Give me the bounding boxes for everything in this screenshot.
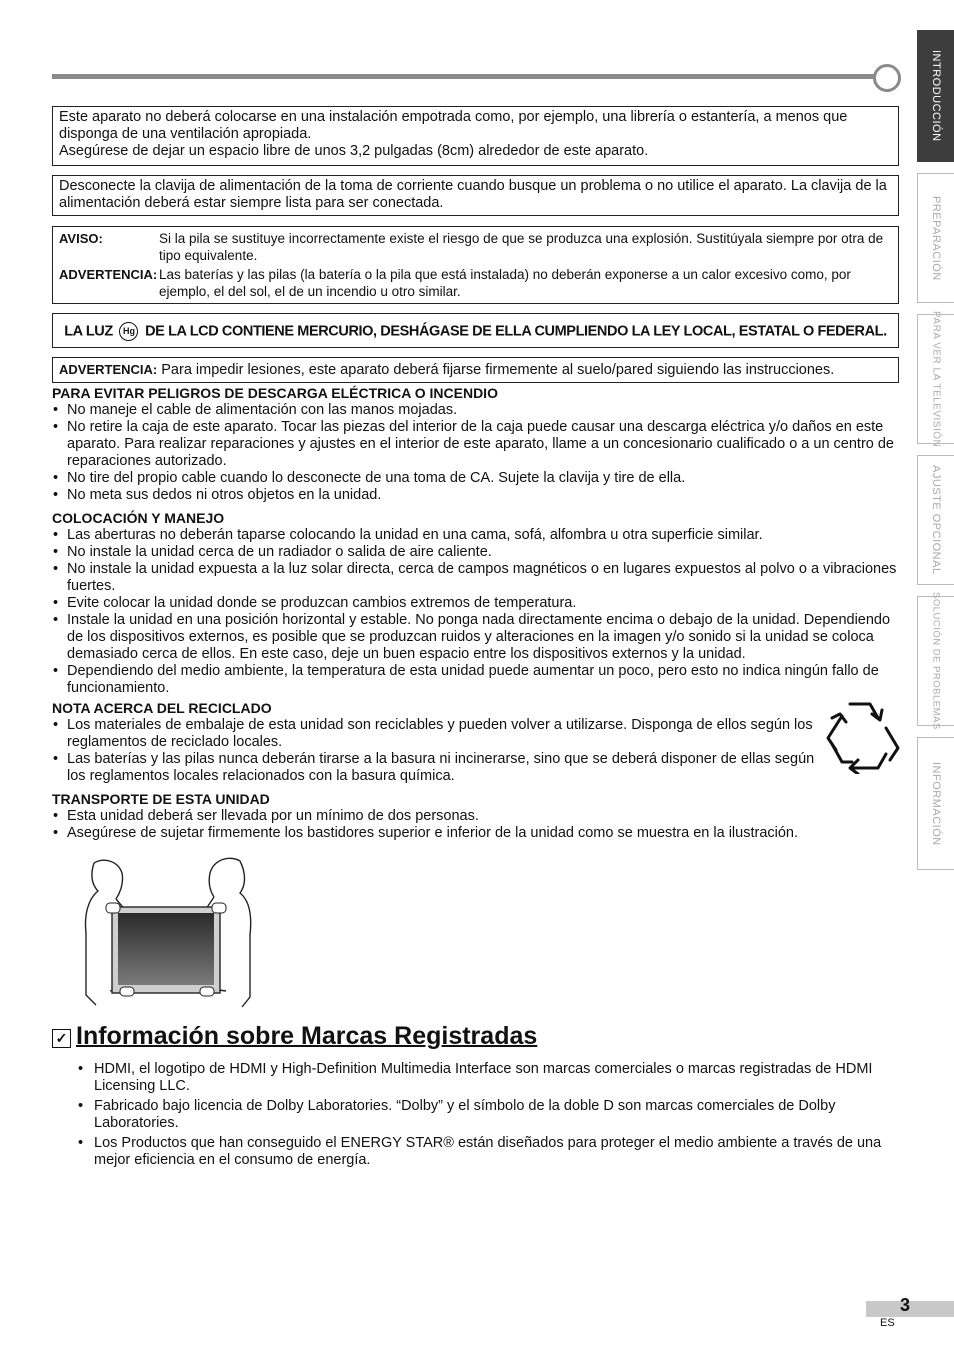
tab-ajuste-opcional[interactable] — [917, 455, 954, 585]
advertencia-text: Las baterías y las pilas (la batería o la pila que está instalada) no deberán exponerse a un calor excesivo como, por ejemplo, el del sol, el de un incendio u otro similar. — [159, 267, 851, 299]
tab-label: PARA VER LA TELEVISIÓN — [930, 310, 942, 448]
section-electric — [52, 385, 902, 504]
mercury-notice — [52, 313, 899, 348]
tab-label: AJUSTE OPCIONAL — [930, 465, 942, 575]
power-plug-notice — [52, 175, 899, 216]
list-item: • Fabricado bajo licencia de Dolby Laboratories. “Dolby” y el símbolo de la doble D son marcas comerciales de Dolby Laboratories. — [78, 1098, 898, 1132]
page-number: 3 — [900, 1295, 911, 1315]
list-item: • Los Productos que han conseguido el ENERGY STAR® están diseñados para proteger el medio ambiente a través de una mejor eficiencia en el consumo de energía. — [78, 1135, 898, 1169]
mounting-label: ADVERTENCIA: — [59, 362, 158, 377]
page-language: ES — [880, 1317, 895, 1329]
list-item: • Evite colocar la unidad donde se produzcan cambios extremos de temperatura. — [52, 595, 902, 612]
advertencia-row — [59, 266, 892, 300]
tab-label: SOLUCIÓN DE PROBLEMAS — [930, 592, 942, 730]
trademarks-list — [78, 1061, 898, 1172]
list-item: • Esta unidad deberá ser llevada por un mínimo de dos personas. — [52, 808, 902, 825]
ventilation-text-2: Asegúrese de dejar un espacio libre de unos 3,2 pulgadas (8cm) alrededor de este aparato. — [59, 143, 649, 159]
tab-informacion[interactable] — [917, 737, 954, 870]
battery-notice — [52, 226, 899, 304]
list-item: • Dependiendo del medio ambiente, la temperatura de esta unidad puede aumentar un poco, pero esto no indica ningún fallo de funcionamiento. — [52, 663, 902, 697]
trademarks-title — [52, 1022, 537, 1051]
advertencia-label: ADVERTENCIA: — [59, 267, 158, 282]
list-item: • No instale la unidad expuesta a la luz solar directa, cerca de campos magnéticos o en lugares expuestos al polvo o a vibraciones fuertes. — [52, 561, 902, 595]
section-heading: TRANSPORTE DE ESTA UNIDAD — [52, 791, 270, 807]
tab-label: INTRODUCCIÓN — [930, 50, 942, 142]
ventilation-text-1: Este aparato no deberá colocarse en una instalación empotrada como, por ejemplo, una librería o estantería, a menos que disponga de una ventilación apropiada. — [59, 109, 848, 142]
list-item: • No retire la caja de este aparato. Tocar las piezas del interior de la caja puede causar una descarga eléctrica y/o daños en este aparato. Para realizar reparaciones y ajustes en el interior de este aparato, llame a un concesionario cualificado o a un centro de reparaciones autorizado. — [52, 419, 902, 470]
list-item: • HDMI, el logotipo de HDMI y High-Definition Multimedia Interface son marcas comerciales o marcas registradas de HDMI Licensing LLC. — [78, 1061, 898, 1095]
list-item: • Los materiales de embalaje de esta unidad son reciclables y pueden volver a utilizarse. Disponga de ellos según los reglamentos de reciclado locales. — [52, 717, 820, 751]
section-placement — [52, 510, 902, 697]
ventilation-notice — [52, 106, 899, 166]
list-item: • No meta sus dedos ni otros objetos en la unidad. — [52, 487, 902, 504]
tab-label: PREPARACIÓN — [930, 195, 942, 281]
top-rule-circle — [873, 64, 901, 92]
aviso-text: Si la pila se sustituye incorrectamente existe el riesgo de que se produzca una explosión. Sustitúyala siempre por otra de tipo equivalente. — [159, 231, 884, 263]
two-people-carrying-tv-illustration — [80, 855, 260, 1013]
aviso-row — [59, 230, 892, 264]
tab-para-ver-la-television[interactable] — [917, 310, 954, 448]
mercury-text-before: LA LUZ — [64, 323, 113, 340]
list-item: • Las aberturas no deberán taparse colocando la unidad en una cama, sofá, alfombra u otra superficie similar. — [52, 527, 902, 544]
section-recycling — [52, 700, 820, 785]
list-item: • Las baterías y las pilas nunca deberán tirarse a la basura ni incinerarse, sino que se deberá disponer de ellas según los reglamentos locales relacionados con la basura química. — [52, 751, 820, 785]
section-transport — [52, 791, 902, 842]
list-item: • No maneje el cable de alimentación con las manos mojadas. — [52, 402, 902, 419]
list-item: • No instale la unidad cerca de un radiador o salida de aire caliente. — [52, 544, 902, 561]
mercury-hg-icon: Hg — [119, 322, 138, 341]
checkbox-icon: ✓ — [52, 1029, 71, 1048]
trademarks-title-text: Información sobre Marcas Registradas — [76, 1022, 538, 1050]
list-item: • Instale la unidad en una posición horizontal y estable. No ponga nada directamente encima o debajo de la unidad. Dependiendo de los dispositivos externos, es posible que se produzcan ruidos y alteraciones en la imagen y/o sonido si la unidad se coloca demasiado cerca de ellos. En este caso, deje un buen espacio entre los dispositivos externos y la unidad. — [52, 612, 902, 663]
section-heading: COLOCACIÓN Y MANEJO — [52, 510, 225, 526]
section-heading: NOTA ACERCA DEL RECICLADO — [52, 700, 272, 716]
tab-solucion-de-problemas[interactable] — [917, 592, 954, 730]
power-plug-text: Desconecte la clavija de alimentación de la toma de corriente cuando busque un problema o no utilice el aparato. La clavija de la alimentación deberá estar siempre lista para ser conectada. — [59, 178, 887, 211]
mounting-text: Para impedir lesiones, este aparato deberá fijarse firmemente al suelo/pared siguiendo las instrucciones. — [161, 362, 835, 378]
aviso-label: AVISO: — [59, 231, 103, 246]
mounting-notice — [52, 357, 899, 383]
tab-preparacion[interactable] — [917, 173, 954, 303]
tab-label: INFORMACIÓN — [930, 761, 942, 846]
list-item: • Asegúrese de sujetar firmemente los bastidores superior e inferior de la unidad como se muestra en la ilustración. — [52, 825, 902, 842]
recycle-icon — [822, 698, 902, 774]
tab-introduccion[interactable] — [917, 30, 954, 162]
mercury-text-after: DE LA LCD CONTIENE MERCURIO, DESHÁGASE DE ELLA CUMPLIENDO LA LEY LOCAL, ESTATAL O FEDERAL. — [145, 323, 887, 340]
section-heading: PARA EVITAR PELIGROS DE DESCARGA ELÉCTRICA O INCENDIO — [52, 385, 498, 401]
top-rule — [52, 74, 874, 79]
list-item: • No tire del propio cable cuando lo desconecte de una toma de CA. Sujete la clavija y tire de ella. — [52, 470, 902, 487]
